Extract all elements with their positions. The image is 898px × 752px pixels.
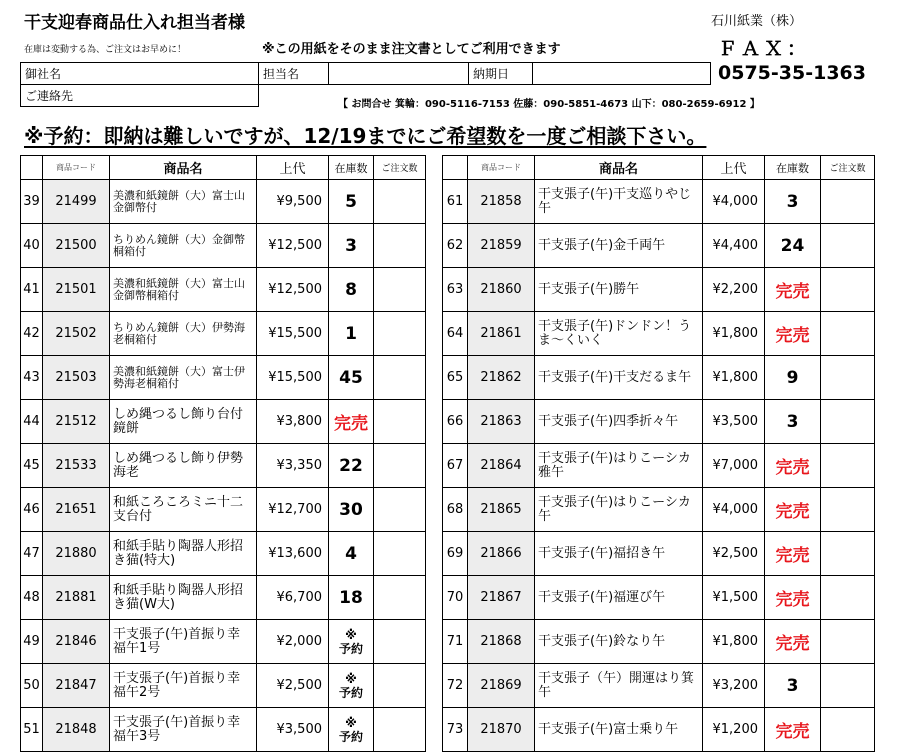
order-quantity-field[interactable] xyxy=(821,664,875,708)
product-price: ¥12,700 xyxy=(257,488,329,532)
product-name: 干支張子(午)干支だるま午 xyxy=(535,356,703,400)
table-row xyxy=(443,224,875,268)
person-field[interactable] xyxy=(329,63,469,85)
table-row xyxy=(21,312,426,356)
table-header xyxy=(21,156,426,180)
product-name: 干支張子(午)四季折々午 xyxy=(535,400,703,444)
stock-count: 8 xyxy=(329,268,374,312)
order-quantity-field[interactable] xyxy=(821,532,875,576)
product-code: 21512 xyxy=(43,400,110,444)
product-price: ¥3,200 xyxy=(703,664,765,708)
product-code: 21651 xyxy=(43,488,110,532)
product-price: ¥1,800 xyxy=(703,620,765,664)
product-price: ¥9,500 xyxy=(257,180,329,224)
delivery-label: 納期日 xyxy=(469,63,533,85)
table-row xyxy=(21,400,426,444)
product-name: 和紙手貼り陶器人形招き猫(W大) xyxy=(110,576,257,620)
stock-count: 3 xyxy=(329,224,374,268)
stock-count: 24 xyxy=(765,224,821,268)
product-name: しめ縄つるし飾り伊勢海老 xyxy=(110,444,257,488)
product-code: 21864 xyxy=(468,444,535,488)
table-row xyxy=(21,180,426,224)
product-price: ¥2,500 xyxy=(257,664,329,708)
product-price: ¥1,500 xyxy=(703,576,765,620)
product-name: 和紙手貼り陶器人形招き猫(特大) xyxy=(110,532,257,576)
row-number: 49 xyxy=(21,620,43,664)
name-header: 商品名 xyxy=(110,156,257,180)
row-number: 50 xyxy=(21,664,43,708)
stock-count: 5 xyxy=(329,180,374,224)
product-price: ¥2,000 xyxy=(257,620,329,664)
product-name: 干支張子(午)首振り幸福午1号 xyxy=(110,620,257,664)
product-name: 干支張子(午)福運び午 xyxy=(535,576,703,620)
product-code: 21859 xyxy=(468,224,535,268)
product-code: 21847 xyxy=(43,664,110,708)
stock-count: 完売 xyxy=(765,268,821,312)
row-number: 41 xyxy=(21,268,43,312)
order-quantity-field[interactable] xyxy=(374,180,426,224)
row-number: 43 xyxy=(21,356,43,400)
row-number: 70 xyxy=(443,576,468,620)
stock-notice: 在庫は変動する為、ご注文はお早めに！ xyxy=(24,45,187,55)
product-name: 干支張子(午)鈴なり午 xyxy=(535,620,703,664)
product-name: 干支張子(午)干支巡りやじ午 xyxy=(535,180,703,224)
product-price: ¥1,800 xyxy=(703,356,765,400)
product-price: ¥7,000 xyxy=(703,444,765,488)
order-quantity-field[interactable] xyxy=(821,444,875,488)
product-name: 干支張子(午)富士乗り午 xyxy=(535,708,703,752)
order-header: ご注文数 xyxy=(374,156,426,180)
product-code: 21501 xyxy=(43,268,110,312)
order-quantity-field[interactable] xyxy=(374,664,426,708)
table-row xyxy=(21,708,426,752)
product-name: ちりめん鏡餅（大）金御幣桐箱付 xyxy=(110,224,257,268)
product-price: ¥3,800 xyxy=(257,400,329,444)
product-name: 美濃和紙鏡餅（大）富士山金御幣桐箱付 xyxy=(110,268,257,312)
product-price: ¥3,500 xyxy=(257,708,329,752)
order-quantity-field[interactable] xyxy=(374,224,426,268)
order-quantity-field[interactable] xyxy=(821,312,875,356)
product-name: しめ縄つるし飾り台付 鏡餅 xyxy=(110,400,257,444)
product-name: 美濃和紙鏡餅（大）富士山金御幣付 xyxy=(110,180,257,224)
order-quantity-field[interactable] xyxy=(374,356,426,400)
product-price: ¥1,200 xyxy=(703,708,765,752)
order-quantity-field[interactable] xyxy=(821,620,875,664)
order-quantity-field[interactable] xyxy=(821,356,875,400)
product-code: 21880 xyxy=(43,532,110,576)
product-name: ちりめん鏡餅（大）伊勢海老桐箱付 xyxy=(110,312,257,356)
product-price: ¥12,500 xyxy=(257,224,329,268)
code-header: 商品コード xyxy=(468,156,535,180)
order-quantity-field[interactable] xyxy=(821,224,875,268)
product-price: ¥3,500 xyxy=(703,400,765,444)
table-row xyxy=(443,268,875,312)
stock-count: 1 xyxy=(329,312,374,356)
table-row xyxy=(443,576,875,620)
stock-count: 3 xyxy=(765,400,821,444)
product-name: 和紙ころころミニ十二支台付 xyxy=(110,488,257,532)
inquiry-contacts: 【 お問合せ 箕輪：090-5116-7153 佐藤：090-5851-4673 山下：080-2659-6912 】 xyxy=(338,99,760,110)
row-number: 61 xyxy=(443,180,468,224)
product-code: 21503 xyxy=(43,356,110,400)
product-price: ¥15,500 xyxy=(257,356,329,400)
row-number: 66 xyxy=(443,400,468,444)
product-code: 21846 xyxy=(43,620,110,664)
stock-count: 9 xyxy=(765,356,821,400)
stock-count: 45 xyxy=(329,356,374,400)
stock-count: 18 xyxy=(329,576,374,620)
product-code: 21868 xyxy=(468,620,535,664)
stock-count: 完売 xyxy=(765,708,821,752)
row-number: 64 xyxy=(443,312,468,356)
row-number: 40 xyxy=(21,224,43,268)
order-quantity-field[interactable] xyxy=(821,180,875,224)
product-code: 21858 xyxy=(468,180,535,224)
order-header: ご注文数 xyxy=(821,156,875,180)
row-number: 47 xyxy=(21,532,43,576)
table-row xyxy=(21,576,426,620)
table-row xyxy=(21,444,426,488)
product-code: 21861 xyxy=(468,312,535,356)
product-code: 21502 xyxy=(43,312,110,356)
order-quantity-field[interactable] xyxy=(374,488,426,532)
product-code: 21881 xyxy=(43,576,110,620)
product-price: ¥1,800 xyxy=(703,312,765,356)
table-row xyxy=(21,532,426,576)
product-rows-right xyxy=(443,180,875,752)
table-row xyxy=(443,312,875,356)
stock-count: ※ 予約 xyxy=(329,664,374,708)
stock-count: 完売 xyxy=(765,576,821,620)
row-number: 71 xyxy=(443,620,468,664)
stock-header: 在庫数 xyxy=(765,156,821,180)
no-header xyxy=(21,156,43,180)
price-header: 上代 xyxy=(257,156,329,180)
order-quantity-field[interactable] xyxy=(374,576,426,620)
row-number: 69 xyxy=(443,532,468,576)
product-price: ¥13,600 xyxy=(257,532,329,576)
order-quantity-field[interactable] xyxy=(374,268,426,312)
row-number: 62 xyxy=(443,224,468,268)
product-name: 干支張子(午)ドンドン！うま～くいく xyxy=(535,312,703,356)
row-number: 44 xyxy=(21,400,43,444)
stock-count: ※ 予約 xyxy=(329,708,374,752)
fax-label: ＦＡＸ： xyxy=(718,38,811,60)
table-row xyxy=(21,620,426,664)
product-name: 干支張子(午)福招き午 xyxy=(535,532,703,576)
product-price: ¥6,700 xyxy=(257,576,329,620)
product-code: 21866 xyxy=(468,532,535,576)
product-rows-left xyxy=(21,180,426,752)
row-number: 65 xyxy=(443,356,468,400)
price-header: 上代 xyxy=(703,156,765,180)
order-quantity-field[interactable] xyxy=(374,620,426,664)
product-code: 21863 xyxy=(468,400,535,444)
product-price: ¥3,350 xyxy=(257,444,329,488)
row-number: 45 xyxy=(21,444,43,488)
name-header: 商品名 xyxy=(535,156,703,180)
product-name: 干支張子(午)首振り幸福午3号 xyxy=(110,708,257,752)
product-code: 21862 xyxy=(468,356,535,400)
product-price: ¥15,500 xyxy=(257,312,329,356)
product-table-left xyxy=(20,155,426,752)
row-number: 46 xyxy=(21,488,43,532)
row-number: 73 xyxy=(443,708,468,752)
product-code: 21869 xyxy=(468,664,535,708)
table-row xyxy=(443,708,875,752)
row-number: 39 xyxy=(21,180,43,224)
product-name: 干支張子(午)首振り幸福午2号 xyxy=(110,664,257,708)
table-row xyxy=(443,620,875,664)
order-quantity-field[interactable] xyxy=(374,444,426,488)
stock-count: 3 xyxy=(765,180,821,224)
order-quantity-field[interactable] xyxy=(374,400,426,444)
stock-count: 完売 xyxy=(329,400,374,444)
product-code: 21865 xyxy=(468,488,535,532)
product-code: 21500 xyxy=(43,224,110,268)
stock-count: 完売 xyxy=(765,620,821,664)
page-title: 干支迎春商品仕入れ担当者様 xyxy=(24,13,245,33)
product-price: ¥4,400 xyxy=(703,224,765,268)
product-name: 美濃和紙鏡餅（大）富士伊勢海老桐箱付 xyxy=(110,356,257,400)
product-code: 21533 xyxy=(43,444,110,488)
order-quantity-field[interactable] xyxy=(821,576,875,620)
product-price: ¥2,200 xyxy=(703,268,765,312)
product-name: 干支張子（午）開運はり箕午 xyxy=(535,664,703,708)
product-price: ¥12,500 xyxy=(257,268,329,312)
stock-count: 完売 xyxy=(765,532,821,576)
table-row xyxy=(21,268,426,312)
stock-count: 22 xyxy=(329,444,374,488)
stock-count: 完売 xyxy=(765,444,821,488)
order-quantity-field[interactable] xyxy=(821,708,875,752)
row-number: 68 xyxy=(443,488,468,532)
stock-header: 在庫数 xyxy=(329,156,374,180)
order-quantity-field[interactable] xyxy=(821,268,875,312)
stock-count: 完売 xyxy=(765,488,821,532)
stock-count: 4 xyxy=(329,532,374,576)
row-number: 72 xyxy=(443,664,468,708)
code-header: 商品コード xyxy=(43,156,110,180)
product-code: 21870 xyxy=(468,708,535,752)
table-row xyxy=(443,532,875,576)
no-header xyxy=(443,156,468,180)
stock-count: 30 xyxy=(329,488,374,532)
company-label: 御社名 xyxy=(21,63,259,85)
row-number: 63 xyxy=(443,268,468,312)
table-row xyxy=(443,664,875,708)
product-name: 干支張子(午)はりこーシカ午 xyxy=(535,488,703,532)
product-price: ¥2,500 xyxy=(703,532,765,576)
table-row xyxy=(443,400,875,444)
order-quantity-field[interactable] xyxy=(374,532,426,576)
table-row xyxy=(443,180,875,224)
product-price: ¥4,000 xyxy=(703,180,765,224)
reservation-notice: ※予約：即納は難しいですが、12/19までにご希望数を一度ご相談下さい。 xyxy=(24,124,707,148)
row-number: 51 xyxy=(21,708,43,752)
order-quantity-field[interactable] xyxy=(374,312,426,356)
delivery-field[interactable] xyxy=(533,63,711,85)
table-row xyxy=(443,356,875,400)
order-form-notice: ※この用紙をそのまま注文書としてご利用できます xyxy=(262,42,561,57)
product-name: 干支張子(午)金千両午 xyxy=(535,224,703,268)
product-code: 21848 xyxy=(43,708,110,752)
product-code: 21499 xyxy=(43,180,110,224)
row-number: 67 xyxy=(443,444,468,488)
company-name: 石川紙業（株） xyxy=(711,14,803,29)
table-row xyxy=(443,488,875,532)
stock-count: 完売 xyxy=(765,312,821,356)
product-price: ¥4,000 xyxy=(703,488,765,532)
person-label: 担当名 xyxy=(259,63,329,85)
product-code: 21860 xyxy=(468,268,535,312)
contact-label: ご連絡先 xyxy=(21,85,259,107)
row-number: 42 xyxy=(21,312,43,356)
order-quantity-field[interactable] xyxy=(821,488,875,532)
product-name: 干支張子(午)勝午 xyxy=(535,268,703,312)
product-name: 干支張子(午)はりこーシカ雅午 xyxy=(535,444,703,488)
product-table-right xyxy=(442,155,875,752)
order-quantity-field[interactable] xyxy=(374,708,426,752)
table-row xyxy=(21,664,426,708)
table-row xyxy=(21,224,426,268)
stock-count: 3 xyxy=(765,664,821,708)
table-header xyxy=(443,156,875,180)
fax-number: 0575-35-1363 xyxy=(718,62,866,84)
table-row xyxy=(443,444,875,488)
stock-count: ※ 予約 xyxy=(329,620,374,664)
table-row xyxy=(21,356,426,400)
row-number: 48 xyxy=(21,576,43,620)
order-quantity-field[interactable] xyxy=(821,400,875,444)
table-row xyxy=(21,488,426,532)
product-code: 21867 xyxy=(468,576,535,620)
